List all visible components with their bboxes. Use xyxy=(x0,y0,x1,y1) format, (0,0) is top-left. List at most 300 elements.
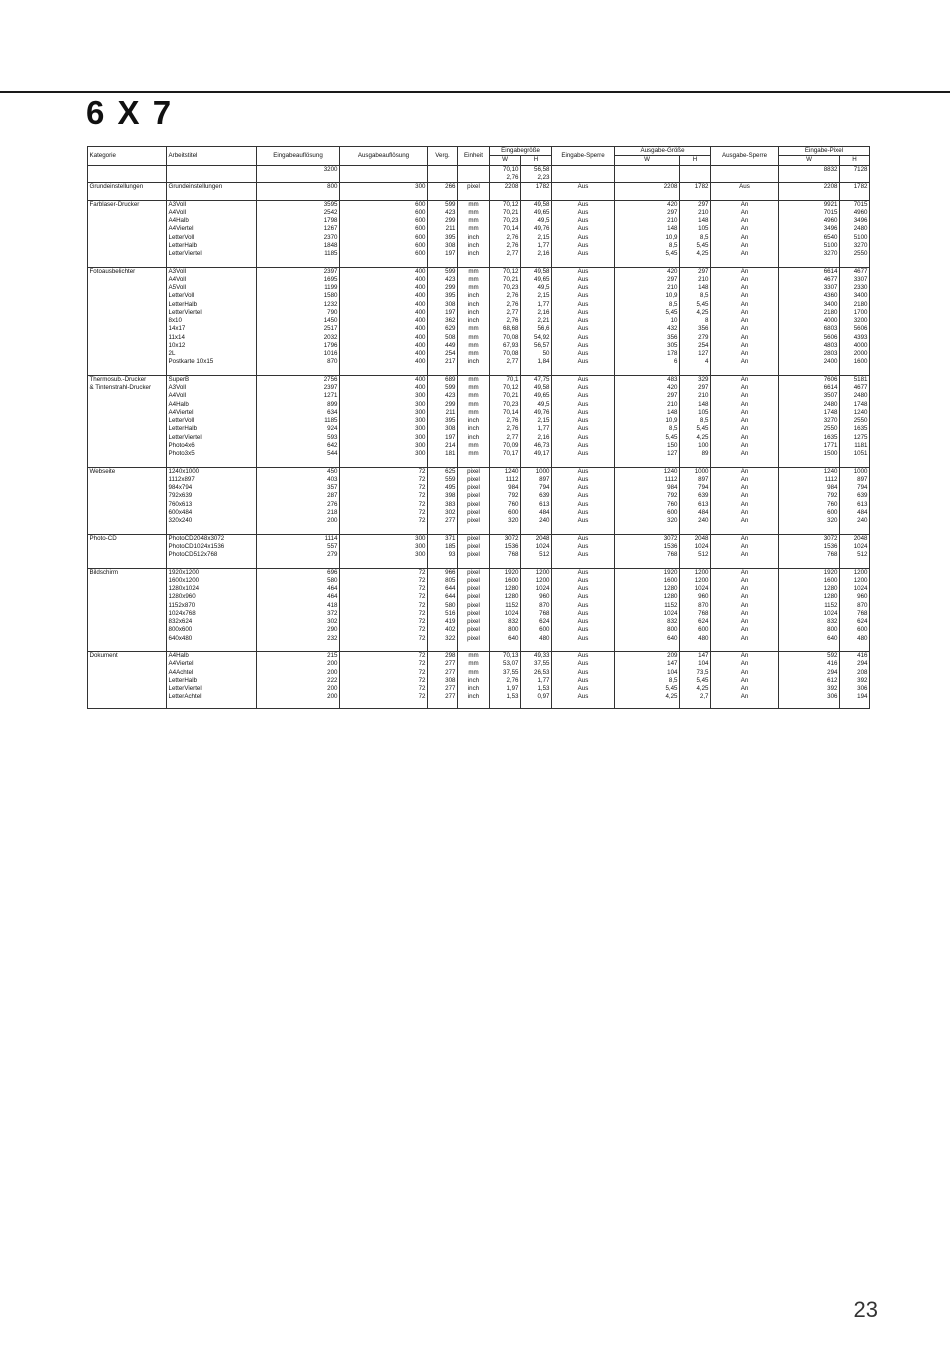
table-cell: 72 xyxy=(340,652,428,661)
table-cell: 2048 xyxy=(521,534,552,543)
table-cell: Photo-CD xyxy=(88,534,167,543)
table-cell: An xyxy=(711,492,779,500)
table-cell: 72 xyxy=(340,501,428,509)
table-cell: 2,76 xyxy=(490,174,521,183)
table-cell: An xyxy=(711,334,779,342)
table-cell: 5181 xyxy=(840,375,870,384)
table-cell xyxy=(88,242,167,250)
table-cell xyxy=(88,610,167,618)
table-row xyxy=(88,200,870,209)
table-cell: 50 xyxy=(521,350,552,358)
table-cell xyxy=(88,392,167,400)
table-cell: 3072 xyxy=(779,534,840,543)
table-cell: 279 xyxy=(257,551,340,559)
table-cell: 300 xyxy=(340,434,428,442)
table-cell: LetterHalb xyxy=(167,242,257,250)
table-cell: inch xyxy=(458,292,490,300)
table-cell: LetterVoll xyxy=(167,292,257,300)
table-cell: 2550 xyxy=(840,250,870,258)
table-cell: 306 xyxy=(840,685,870,693)
table-cell: An xyxy=(711,392,779,400)
table-cell: 210 xyxy=(615,284,680,292)
table-cell: 200 xyxy=(257,693,340,701)
table-cell xyxy=(680,165,711,174)
table-cell: An xyxy=(711,309,779,317)
table-cell: 11x14 xyxy=(167,334,257,342)
table-cell xyxy=(88,350,167,358)
table-cell: Aus xyxy=(552,200,615,209)
table-cell: 356 xyxy=(615,334,680,342)
table-cell: 49,65 xyxy=(521,276,552,284)
table-cell: A4Voll xyxy=(167,392,257,400)
table-cell: An xyxy=(711,635,779,643)
table-cell: 897 xyxy=(680,476,711,484)
table-row xyxy=(88,618,870,626)
table-cell: 308 xyxy=(428,425,458,433)
table-cell: LetterVoll xyxy=(167,234,257,242)
table-cell: 600x484 xyxy=(167,509,257,517)
table-cell: SuperB xyxy=(167,375,257,384)
table-cell: 2180 xyxy=(840,301,870,309)
table-cell: 72 xyxy=(340,669,428,677)
table-cell: 419 xyxy=(428,618,458,626)
table-row xyxy=(88,669,870,677)
table-cell: pixel xyxy=(458,476,490,484)
table-cell: 2756 xyxy=(257,375,340,384)
table-cell: 4,25 xyxy=(680,309,711,317)
table-cell: 1635 xyxy=(840,425,870,433)
table-cell: An xyxy=(711,417,779,425)
table-cell: 210 xyxy=(680,276,711,284)
table-cell: Aus xyxy=(552,543,615,551)
table-cell: 72 xyxy=(340,660,428,668)
table-cell: LetterViertel xyxy=(167,250,257,258)
table-cell: inch xyxy=(458,693,490,701)
table-cell xyxy=(88,225,167,233)
table-cell: 480 xyxy=(840,635,870,643)
table-row xyxy=(88,317,870,325)
table-cell: mm xyxy=(458,375,490,384)
table-cell: 600 xyxy=(340,209,428,217)
table-cell: 2,15 xyxy=(521,292,552,300)
table-cell: Bildschirm xyxy=(88,568,167,577)
table-cell: 49,76 xyxy=(521,409,552,417)
table-cell: An xyxy=(711,660,779,668)
table-cell: 403 xyxy=(257,476,340,484)
table-cell: 420 xyxy=(615,200,680,209)
table-cell: An xyxy=(711,509,779,517)
col-header-verg: Verg. xyxy=(428,147,458,166)
table-cell: pixel xyxy=(458,517,490,525)
table-cell: 1600 xyxy=(779,577,840,585)
table-cell: 5,45 xyxy=(680,301,711,309)
table-cell: pixel xyxy=(458,593,490,601)
table-cell: 1051 xyxy=(840,450,870,458)
table-cell: inch xyxy=(458,677,490,685)
table-cell: pixel xyxy=(458,551,490,559)
table-cell: 70,21 xyxy=(490,392,521,400)
table-cell: 2,76 xyxy=(490,234,521,242)
table-cell: 512 xyxy=(840,551,870,559)
table-cell: Aus xyxy=(552,492,615,500)
table-cell: An xyxy=(711,242,779,250)
table-cell: A4Viertel xyxy=(167,660,257,668)
table-cell: 423 xyxy=(428,392,458,400)
table-cell: 1200 xyxy=(521,577,552,585)
table-row xyxy=(88,284,870,292)
table-row xyxy=(88,217,870,225)
table-cell: 599 xyxy=(428,384,458,392)
table-cell: 600 xyxy=(340,250,428,258)
table-cell: pixel xyxy=(458,602,490,610)
table-cell: 398 xyxy=(428,492,458,500)
table-cell: 148 xyxy=(680,284,711,292)
table-cell: pixel xyxy=(458,467,490,476)
table-cell: 832x624 xyxy=(167,618,257,626)
table-row xyxy=(88,467,870,476)
table-cell: 1240x1000 xyxy=(167,467,257,476)
table-cell: Aus xyxy=(552,425,615,433)
table-cell: 297 xyxy=(615,392,680,400)
table-cell: 495 xyxy=(428,484,458,492)
table-cell xyxy=(88,325,167,333)
table-cell: 1152 xyxy=(779,602,840,610)
table-cell: 5,45 xyxy=(615,309,680,317)
table-cell: An xyxy=(711,450,779,458)
table-row xyxy=(88,165,870,174)
table-cell: 870 xyxy=(257,358,340,366)
table-cell xyxy=(88,250,167,258)
table-row xyxy=(88,267,870,276)
table-cell: Aus xyxy=(552,660,615,668)
table-cell: pixel xyxy=(458,501,490,509)
table-cell: 277 xyxy=(428,517,458,525)
table-cell xyxy=(428,165,458,174)
table-cell: 1600x1200 xyxy=(167,577,257,585)
table-cell: mm xyxy=(458,267,490,276)
table-row xyxy=(88,434,870,442)
col-header-einheit: Einheit xyxy=(458,147,490,166)
table-cell: 612 xyxy=(779,677,840,685)
table-cell: 1267 xyxy=(257,225,340,233)
table-cell: 1536 xyxy=(490,543,521,551)
table-cell: 800 xyxy=(257,183,340,192)
table-cell: An xyxy=(711,284,779,292)
table-cell: 392 xyxy=(779,685,840,693)
table-cell: 298 xyxy=(428,652,458,661)
table-cell: 4,25 xyxy=(615,693,680,701)
table-cell: 600 xyxy=(340,225,428,233)
table-cell: & Tintenstrahl-Drucker xyxy=(88,384,167,392)
table-cell: 1185 xyxy=(257,417,340,425)
table-cell: 1771 xyxy=(779,442,840,450)
table-cell: 1200 xyxy=(840,577,870,585)
table-cell: 8,5 xyxy=(615,242,680,250)
table-cell: 72 xyxy=(340,585,428,593)
table-cell: Aus xyxy=(552,209,615,217)
table-cell: Aus xyxy=(552,593,615,601)
table-row xyxy=(88,685,870,693)
table-cell: An xyxy=(711,342,779,350)
table-cell: An xyxy=(711,626,779,634)
table-cell: 300 xyxy=(340,401,428,409)
table-cell: 70,21 xyxy=(490,276,521,284)
table-cell: Aus xyxy=(552,442,615,450)
table-cell: A4Halb xyxy=(167,217,257,225)
table-cell: PhotoCD2048x3072 xyxy=(167,534,257,543)
table-cell: 792x639 xyxy=(167,492,257,500)
table-cell: inch xyxy=(458,234,490,242)
table-cell: An xyxy=(711,610,779,618)
table-cell: 640 xyxy=(779,635,840,643)
table-cell: 418 xyxy=(257,602,340,610)
table-cell: 49,33 xyxy=(521,652,552,661)
table-cell: 73,5 xyxy=(680,669,711,677)
table-cell: mm xyxy=(458,384,490,392)
table-cell: 2048 xyxy=(680,534,711,543)
table-cell: 400 xyxy=(340,325,428,333)
table-cell: 148 xyxy=(680,217,711,225)
table-cell xyxy=(88,409,167,417)
table-cell: 215 xyxy=(257,652,340,661)
table-cell: 362 xyxy=(428,317,458,325)
table-cell: Aus xyxy=(552,334,615,342)
table-row xyxy=(88,409,870,417)
table-cell: 2397 xyxy=(257,267,340,276)
table-cell: mm xyxy=(458,652,490,661)
table-cell: 70,21 xyxy=(490,209,521,217)
table-cell: 2208 xyxy=(779,183,840,192)
table-cell: Aus xyxy=(552,551,615,559)
table-cell: 400 xyxy=(340,342,428,350)
table-cell: Aus xyxy=(552,375,615,384)
table-cell: 400 xyxy=(340,358,428,366)
table-cell: 1152 xyxy=(490,602,521,610)
table-cell: 3072 xyxy=(490,534,521,543)
table-cell: A4Viertel xyxy=(167,225,257,233)
table-cell: 544 xyxy=(257,450,340,458)
table-cell: 760 xyxy=(615,501,680,509)
table-cell: An xyxy=(711,467,779,476)
table-cell: 6540 xyxy=(779,234,840,242)
table-cell: 320 xyxy=(779,517,840,525)
table-cell: 217 xyxy=(428,358,458,366)
table-cell: 67,93 xyxy=(490,342,521,350)
table-cell: 210 xyxy=(615,401,680,409)
table-cell: 480 xyxy=(521,635,552,643)
table-cell: 306 xyxy=(779,693,840,701)
table-cell: 5606 xyxy=(840,325,870,333)
table-cell xyxy=(88,425,167,433)
table-row xyxy=(88,484,870,492)
table-cell: 70,23 xyxy=(490,217,521,225)
table-cell: mm xyxy=(458,217,490,225)
table-cell: 210 xyxy=(680,209,711,217)
table-cell: 689 xyxy=(428,375,458,384)
top-rule xyxy=(0,91,950,93)
table-cell: An xyxy=(711,409,779,417)
table-cell: 644 xyxy=(428,585,458,593)
table-cell: 1112 xyxy=(490,476,521,484)
table-row xyxy=(88,292,870,300)
table-cell: 1280 xyxy=(490,585,521,593)
table-cell: 277 xyxy=(428,669,458,677)
table-cell: 984 xyxy=(490,484,521,492)
table-cell: 4960 xyxy=(779,217,840,225)
table-cell: 634 xyxy=(257,409,340,417)
table-cell: 392 xyxy=(840,677,870,685)
table-row xyxy=(88,234,870,242)
table-cell xyxy=(88,442,167,450)
group-separator xyxy=(88,559,870,568)
table-cell: 10,9 xyxy=(615,234,680,242)
table-cell: 6 xyxy=(615,358,680,366)
table-row xyxy=(88,425,870,433)
table-cell: 3307 xyxy=(840,276,870,284)
table-cell: 1450 xyxy=(257,317,340,325)
table-cell xyxy=(88,577,167,585)
table-cell: Aus xyxy=(552,350,615,358)
group-separator xyxy=(88,702,870,709)
col-subheader-h: H xyxy=(521,156,552,165)
table-cell: 277 xyxy=(428,660,458,668)
table-cell: 49,58 xyxy=(521,200,552,209)
table-cell: Aus xyxy=(552,284,615,292)
table-cell: 10,9 xyxy=(615,417,680,425)
table-cell: 197 xyxy=(428,250,458,258)
table-cell: 150 xyxy=(615,442,680,450)
table-cell: 297 xyxy=(680,267,711,276)
table-cell: pixel xyxy=(458,534,490,543)
table-row xyxy=(88,174,870,183)
table-cell: pixel xyxy=(458,610,490,618)
table-cell: 5,45 xyxy=(680,677,711,685)
table-cell xyxy=(88,693,167,701)
table-cell: inch xyxy=(458,685,490,693)
table-cell xyxy=(88,660,167,668)
table-cell: 240 xyxy=(521,517,552,525)
table-cell: 1024 xyxy=(840,585,870,593)
table-cell: 1152 xyxy=(615,602,680,610)
table-cell: Aus xyxy=(552,183,615,192)
table-cell: 2,76 xyxy=(490,242,521,250)
table-cell: 402 xyxy=(428,626,458,634)
table-cell: 5,45 xyxy=(615,434,680,442)
table-cell: 600 xyxy=(840,626,870,634)
table-cell: 72 xyxy=(340,509,428,517)
col-header-ausgabeaufloesung: Ausgabeauflösung xyxy=(340,147,428,166)
table-cell: 8 xyxy=(680,317,711,325)
table-cell: 276 xyxy=(257,501,340,509)
table-cell: Grundeinstellungen xyxy=(167,183,257,192)
table-cell: An xyxy=(711,652,779,661)
table-cell: 1796 xyxy=(257,342,340,350)
table-cell: Aus xyxy=(552,325,615,333)
table-cell xyxy=(88,401,167,409)
table-cell: 832 xyxy=(615,618,680,626)
table-row xyxy=(88,250,870,258)
table-cell xyxy=(88,309,167,317)
table-cell: 2542 xyxy=(257,209,340,217)
table-cell xyxy=(552,165,615,174)
table-row xyxy=(88,350,870,358)
table-cell: 214 xyxy=(428,442,458,450)
table-cell: 464 xyxy=(257,593,340,601)
table-cell: 1152x870 xyxy=(167,602,257,610)
table-cell: 8,5 xyxy=(615,425,680,433)
group-separator xyxy=(88,258,870,267)
table-cell: 1748 xyxy=(779,409,840,417)
table-cell xyxy=(840,174,870,183)
table-row xyxy=(88,492,870,500)
table-cell: 294 xyxy=(779,669,840,677)
page-number: 23 xyxy=(853,1297,878,1322)
table-cell: 1181 xyxy=(840,442,870,450)
table-cell: 1580 xyxy=(257,292,340,300)
table-cell: An xyxy=(711,425,779,433)
table-cell: 147 xyxy=(680,652,711,661)
table-row xyxy=(88,334,870,342)
table-cell: 5,45 xyxy=(680,242,711,250)
table-cell xyxy=(88,342,167,350)
table-cell: Aus xyxy=(552,501,615,509)
table-cell: 1232 xyxy=(257,301,340,309)
table-cell xyxy=(88,301,167,309)
col-header-eingabeaufloesung: Eingabeauflösung xyxy=(257,147,340,166)
table-cell: 870 xyxy=(840,602,870,610)
table-cell: 1600 xyxy=(840,358,870,366)
table-cell: Aus xyxy=(552,250,615,258)
table-cell: Aus xyxy=(711,183,779,192)
table-cell: 512 xyxy=(680,551,711,559)
table-cell: 104 xyxy=(680,660,711,668)
table-cell: 72 xyxy=(340,577,428,585)
table-cell: 395 xyxy=(428,234,458,242)
table-cell: 300 xyxy=(340,183,428,192)
col-header-arbeitstitel: Arbeitstitel xyxy=(167,147,257,166)
table-cell: 800 xyxy=(779,626,840,634)
table-cell: 70,23 xyxy=(490,401,521,409)
table-cell xyxy=(458,174,490,183)
table-cell: 194 xyxy=(840,693,870,701)
table-row xyxy=(88,358,870,366)
table-cell: 49,5 xyxy=(521,401,552,409)
table-cell: 46,73 xyxy=(521,442,552,450)
table-cell: 600 xyxy=(340,242,428,250)
table-cell: Photo3x5 xyxy=(167,450,257,458)
table-cell: Aus xyxy=(552,577,615,585)
table-cell: Aus xyxy=(552,517,615,525)
table-cell: 640 xyxy=(615,635,680,643)
table-cell: Aus xyxy=(552,267,615,276)
table-cell: mm xyxy=(458,442,490,450)
table-cell: mm xyxy=(458,342,490,350)
table-cell: 10,9 xyxy=(615,292,680,300)
table-cell: 1695 xyxy=(257,276,340,284)
table-cell: 1016 xyxy=(257,350,340,358)
table-cell: 218 xyxy=(257,509,340,517)
table-cell: 70,14 xyxy=(490,409,521,417)
table-cell: Thermosub.-Drucker xyxy=(88,375,167,384)
table-cell: 208 xyxy=(840,669,870,677)
table-cell: 49,65 xyxy=(521,392,552,400)
table-cell: 966 xyxy=(428,568,458,577)
table-cell: 984 xyxy=(615,484,680,492)
table-cell: 49,5 xyxy=(521,217,552,225)
table-cell: 1000 xyxy=(521,467,552,476)
table-cell: 299 xyxy=(428,217,458,225)
table-row xyxy=(88,534,870,543)
